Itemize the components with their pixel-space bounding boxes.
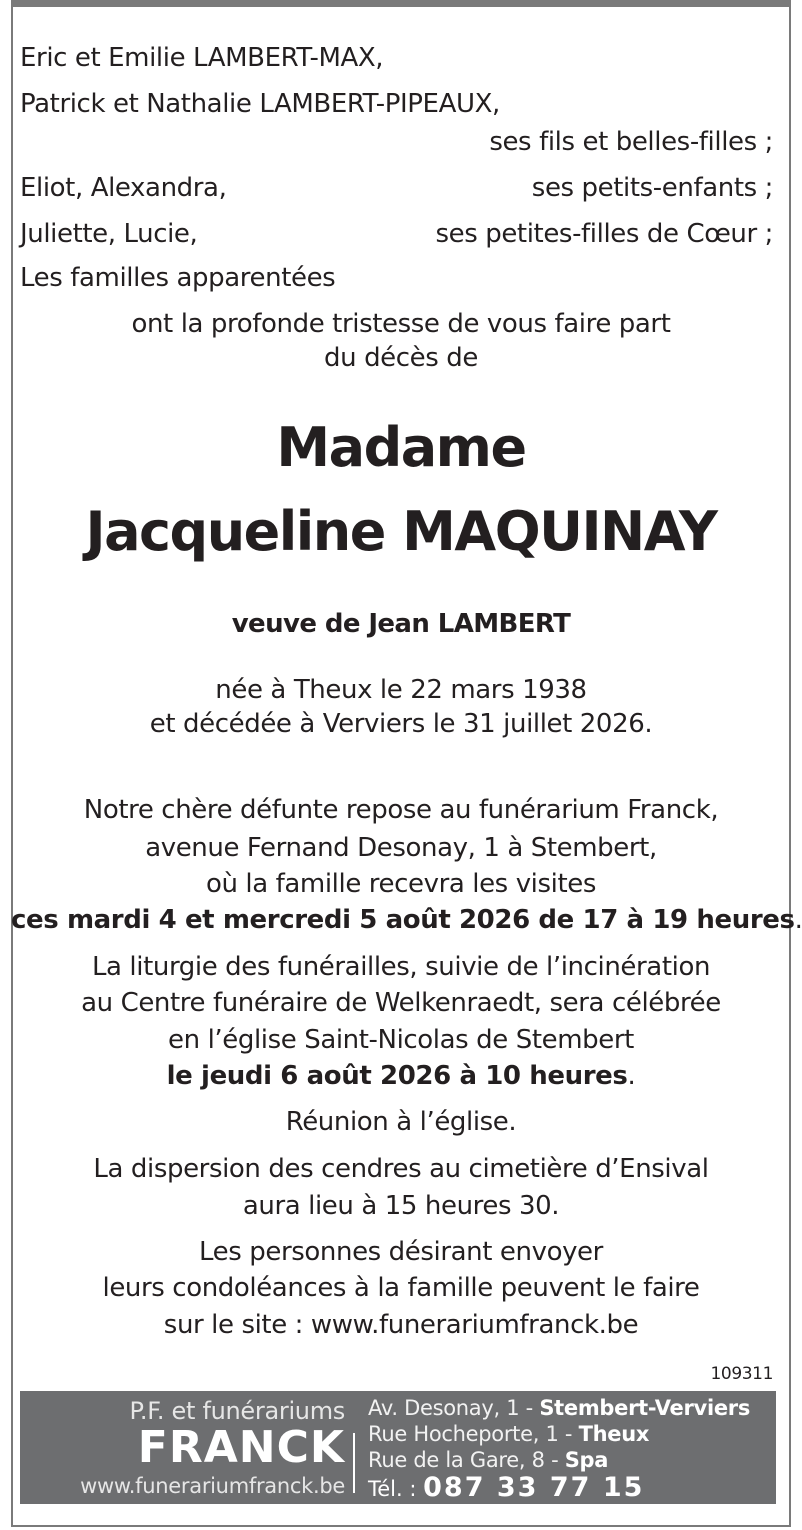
footer-divider (353, 1433, 355, 1493)
family-relatives: Les familles apparentées (20, 263, 336, 293)
deceased-title: Madame (276, 416, 526, 479)
address-spa-city: Spa (564, 1448, 609, 1472)
liturgy-date (11, 1060, 791, 1092)
widow-of: veuve de Jean LAMBERT (231, 609, 571, 639)
birth-info: née à Theux le 22 mars 1938 (215, 675, 587, 705)
family-line-1: Eric et Emilie LAMBERT-MAX, (20, 43, 384, 73)
reference-number: 109311 (710, 1364, 773, 1384)
address-spa (368, 1447, 768, 1473)
deceased-name: Jacqueline MAQUINAY (85, 500, 717, 563)
funeral-home-subtitle: P.F. et funérariums (129, 1397, 345, 1425)
condolences-line-2: leurs condoléances à la famille peuvent le faire (102, 1273, 700, 1303)
phone (368, 1473, 768, 1504)
liturgy-line-2: au Centre funéraire de Welkenraedt, sera célébrée (81, 988, 721, 1018)
visit-line-1: Notre chère défunte repose au funérarium Franck, (83, 795, 719, 825)
visit-dates (11, 904, 802, 936)
death-info: et décédée à Verviers le 31 juillet 2026. (149, 709, 653, 739)
ashes-line-2: aura lieu à 15 heures 30. (242, 1191, 560, 1221)
phone-label: Tél. : (368, 1477, 424, 1501)
visit-line-2: avenue Fernand Desonay, 1 à Stembert, (145, 833, 657, 863)
visit-dates-bold: ces mardi 4 et mercredi 5 août 2026 de 17 à 19 heures (11, 905, 795, 935)
family-line-2: Patrick et Nathalie LAMBERT-PIPEAUX, (20, 89, 500, 119)
announcement-line-1: ont la profonde tristesse de vous faire part (131, 309, 671, 339)
phone-number: 087 33 77 15 (423, 1472, 645, 1503)
funeral-home-logo (20, 1391, 345, 1504)
liturgy-line-1: La liturgie des funérailles, suivie de l’incinération (91, 952, 711, 982)
family-role-sons: ses fils et belles-filles ; (489, 127, 773, 157)
family-role-heart: ses petites-filles de Cœur ; (435, 219, 773, 249)
meeting-info: Réunion à l’église. (285, 1107, 517, 1137)
funeral-home-banner (20, 1391, 776, 1504)
address-stembert-city: Stembert-Verviers (539, 1396, 751, 1420)
liturgy-date-bold: le jeudi 6 août 2026 à 10 heures (166, 1061, 628, 1091)
address-stembert-street: Av. Desonay, 1 - (368, 1396, 540, 1420)
address-theux-city: Theux (578, 1422, 650, 1446)
visit-line-3: où la famille recevra les visites (205, 869, 597, 899)
funeral-home-website: www.funerariumfranck.be (80, 1474, 345, 1498)
condolences-line-3: sur le site : www.funerariumfranck.be (163, 1310, 639, 1340)
liturgy-date-period: . (627, 1061, 636, 1091)
address-stembert (368, 1395, 768, 1421)
notice-top-rule (11, 0, 791, 7)
visit-dates-period: . (794, 905, 802, 935)
address-theux-street: Rue Hocheporte, 1 - (368, 1422, 579, 1446)
condolences-line-1: Les personnes désirant envoyer (199, 1237, 603, 1267)
liturgy-line-3: en l’église Saint-Nicolas de Stembert (168, 1025, 634, 1055)
funeral-home-brand: FRANCK (137, 1422, 345, 1473)
funeral-home-addresses (368, 1395, 768, 1504)
announcement-line-2: du décès de (324, 343, 478, 373)
family-grandchildren-names: Eliot, Alexandra, (20, 173, 227, 203)
family-heart-names: Juliette, Lucie, (20, 219, 198, 249)
ashes-line-1: La dispersion des cendres au cimetière d’Ensival (93, 1154, 709, 1184)
address-spa-street: Rue de la Gare, 8 - (368, 1448, 565, 1472)
address-theux (368, 1421, 768, 1447)
family-role-grandchildren: ses petits-enfants ; (531, 173, 773, 203)
